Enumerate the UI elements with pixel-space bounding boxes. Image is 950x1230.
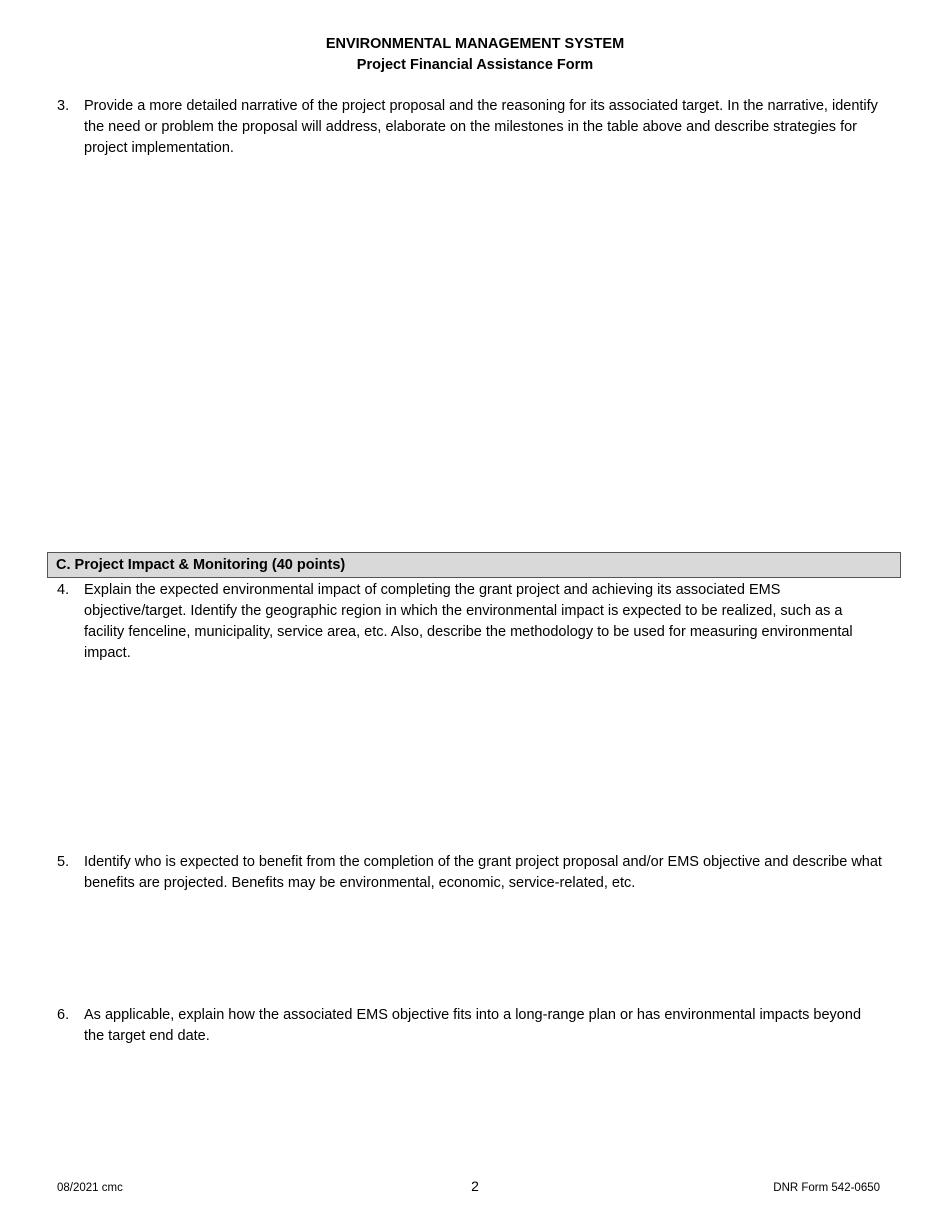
question-text: As applicable, explain how the associated EMS objective fits into a long-range plan or has environmental impacts beyond the target end date. (84, 1007, 862, 1044)
page-header (0, 34, 950, 76)
question-3 (57, 96, 883, 159)
page-number: 2 (471, 1178, 479, 1194)
section-c-heading: C. Project Impact & Monitoring (40 points) (47, 552, 901, 578)
question-4 (57, 580, 883, 664)
question-5 (57, 852, 883, 894)
question-6 (57, 1005, 883, 1047)
question-text: Identify who is expected to benefit from the completion of the grant project proposal and/or EMS objective and describe what benefits are projected. Benefits may be environmental, economic, service-related, etc. (84, 854, 882, 891)
question-number: 3. (57, 98, 70, 114)
footer-form-number: DNR Form 542-0650 (773, 1182, 880, 1194)
question-number: 4. (57, 582, 70, 598)
footer-revision-date: 08/2021 cmc (57, 1182, 123, 1194)
question-number: 6. (57, 1007, 70, 1023)
form-title: ENVIRONMENTAL MANAGEMENT SYSTEM (325, 36, 625, 52)
question-number: 5. (57, 854, 70, 870)
question-text: Explain the expected environmental impact of completing the grant project and achieving its associated EMS objective/target. Identify the geographic region in which the environmental impact is expected to be realized, such as a facility fenceline, municipality, service area, etc. Also, describe the methodology to be used for measuring environmental impact. (84, 582, 853, 661)
form-subtitle: Project Financial Assistance Form (356, 57, 594, 73)
question-text: Provide a more detailed narrative of the project proposal and the reasoning for its associated target. In the narrative, identify the need or problem the proposal will address, elaborate on the milestones in the table above and describe strategies for project implementation. (84, 98, 878, 156)
